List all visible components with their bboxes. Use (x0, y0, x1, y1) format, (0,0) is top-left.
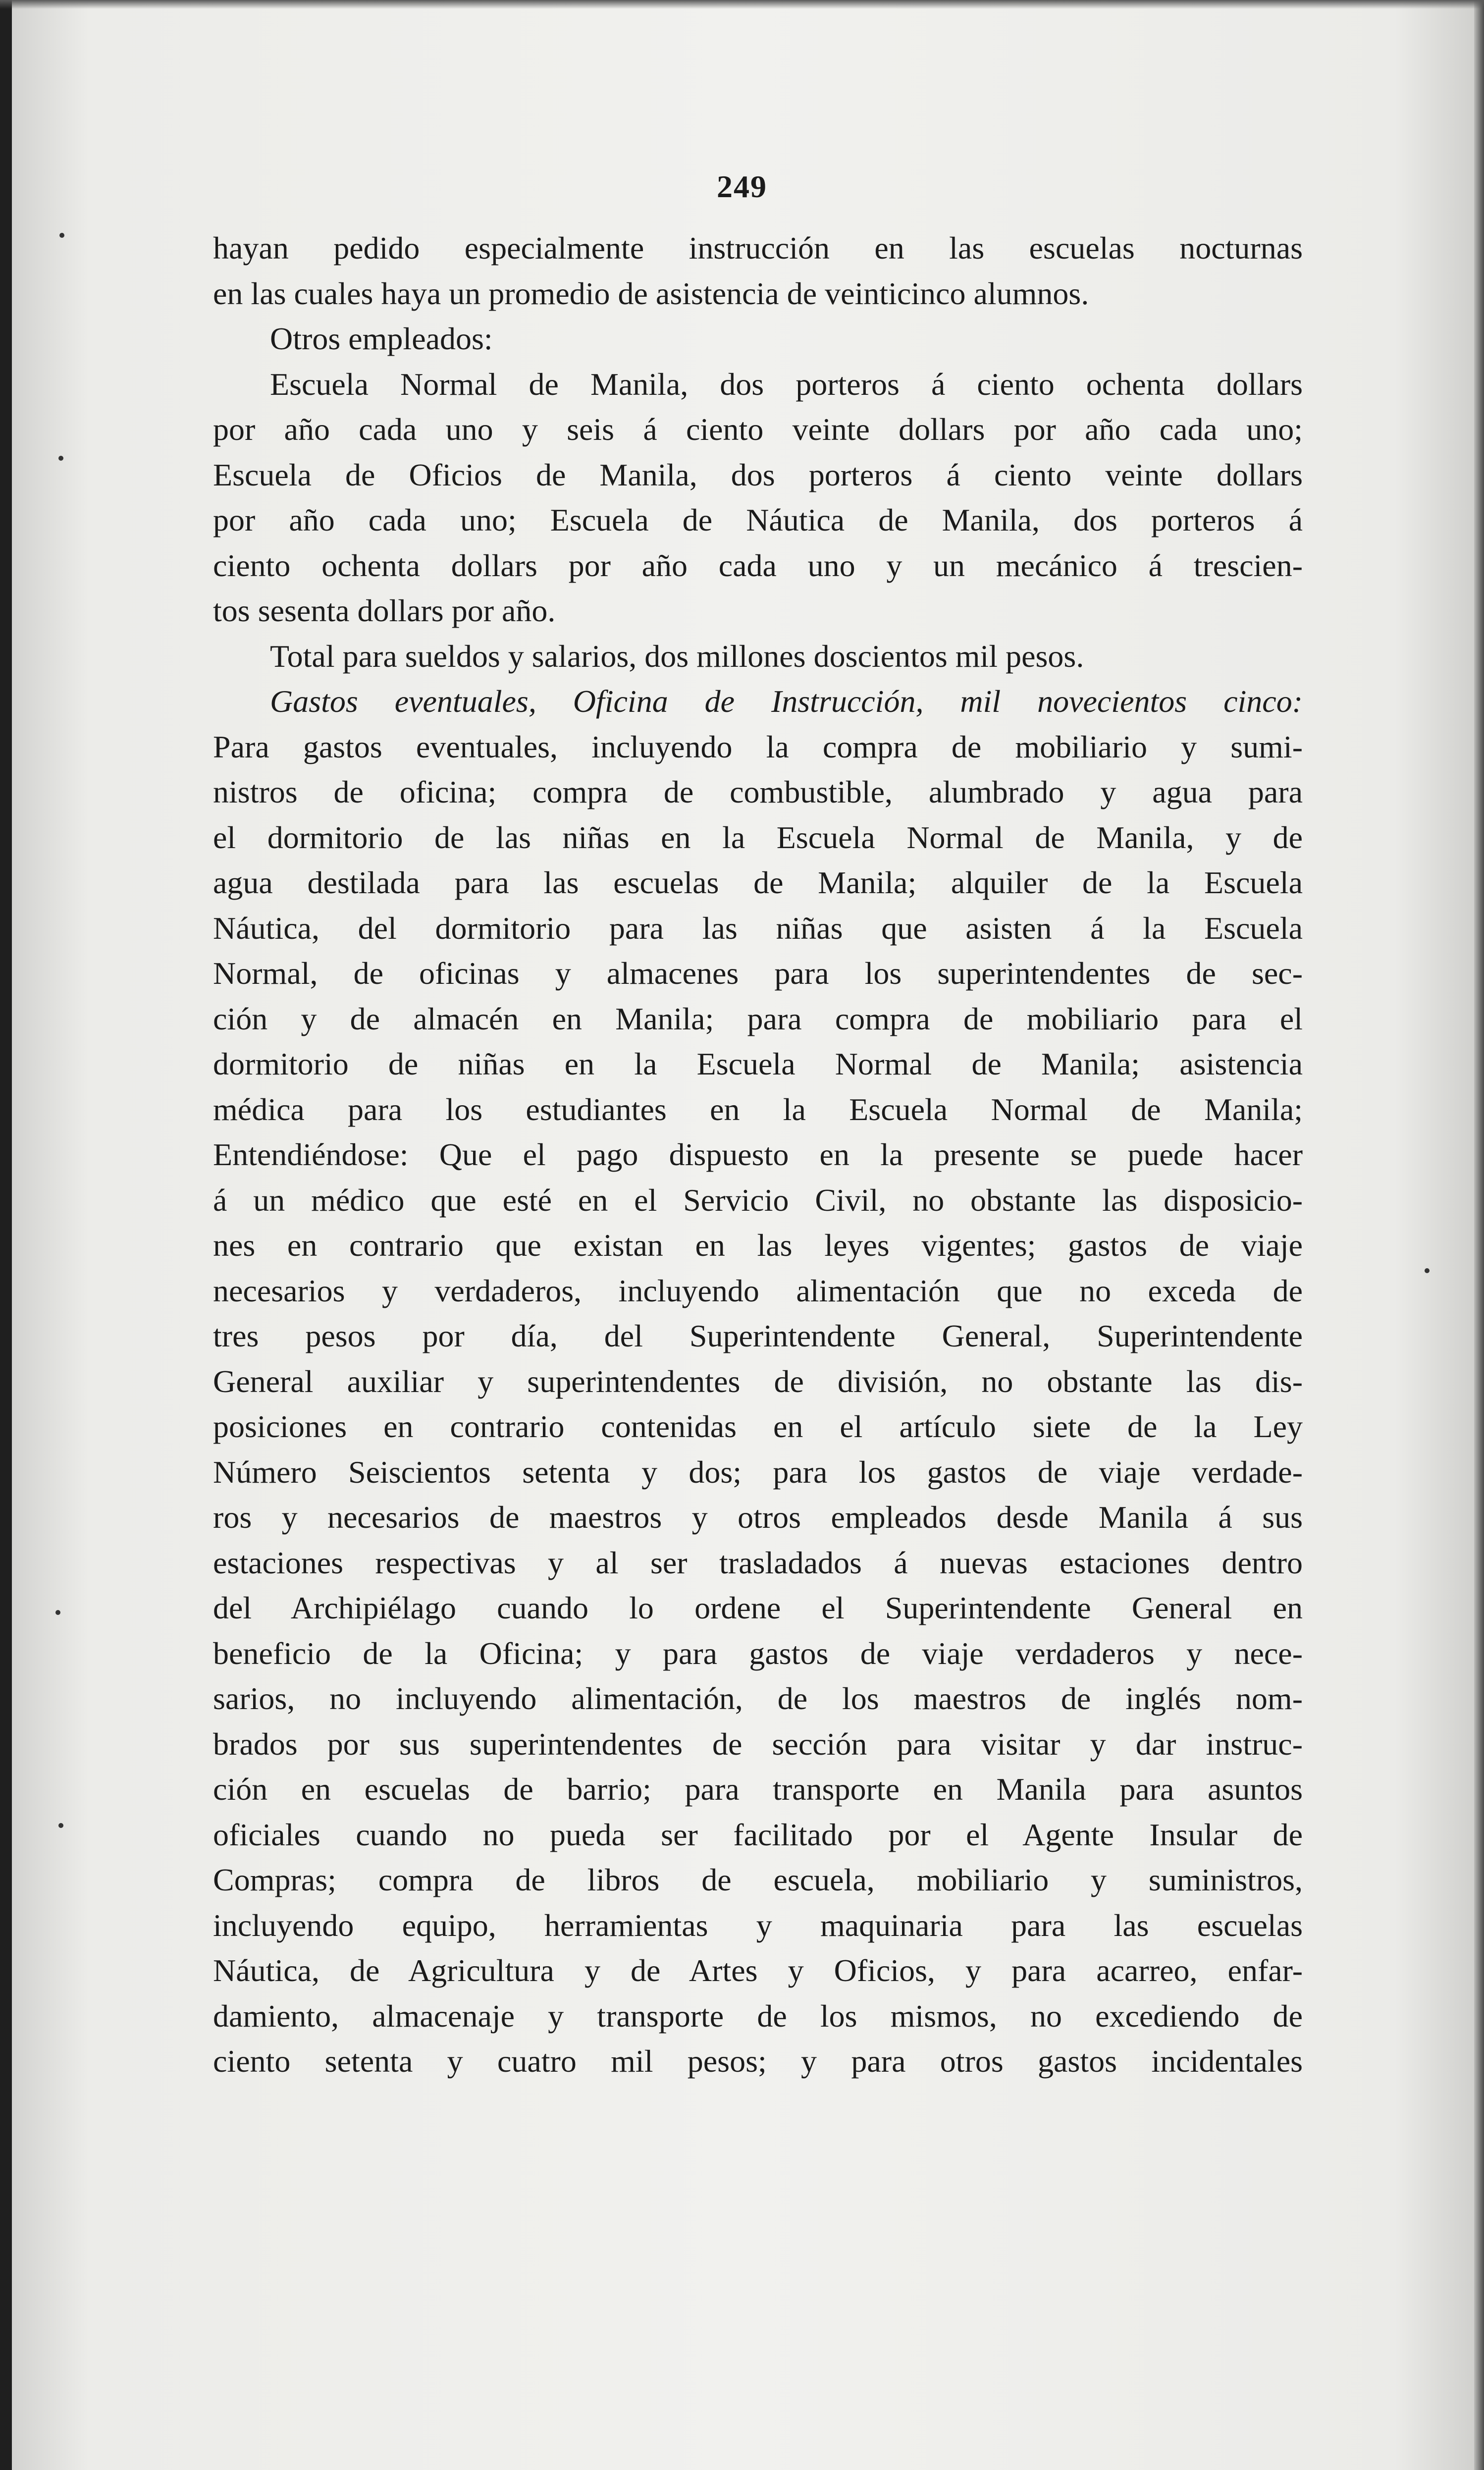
text-line: médica para los estudiantes en la Escuela Normal de Manila; (213, 1091, 1303, 1127)
text-line: estaciones respectivas y al ser trasladados á nuevas estaciones dentro (213, 1545, 1303, 1580)
text-line: ciento ochenta dollars por año cada uno y un mecánico á trescien- (213, 547, 1303, 583)
text-line: ción y de almacén en Manila; para compra de mobiliario para el (213, 1001, 1303, 1036)
margin-dot (1425, 1268, 1430, 1273)
text-line: Escuela de Oficios de Manila, dos porteros á ciento veinte dollars (213, 457, 1303, 492)
text-line: Otros empleados: (270, 321, 493, 356)
body-text (213, 225, 1303, 2084)
text-line: agua destilada para las escuelas de Manila; alquiler de la Escuela (213, 865, 1303, 900)
text-line: tres pesos por día, del Superintendente General, Superintendente (213, 1318, 1303, 1353)
text-line: damiento, almacenaje y transporte de los mismos, no excediendo de (213, 1998, 1303, 2034)
text-line: hayan pedido especialmente instrucción en las escuelas nocturnas (213, 230, 1303, 266)
text-line: el dormitorio de las niñas en la Escuela Normal de Manila, y de (213, 819, 1303, 855)
text-line: del Archipiélago cuando lo ordene el Superintendente General en (213, 1590, 1303, 1625)
text-line: incluyendo equipo, herramientas y maquinaria para las escuelas (213, 1907, 1303, 1943)
text-line: necesarios y verdaderos, incluyendo alimentación que no exceda de (213, 1273, 1303, 1308)
text-line: en las cuales haya un promedio de asistencia de veinticinco alumnos. (213, 275, 1089, 311)
margin-dot (58, 1823, 63, 1828)
text-line: nistros de oficina; compra de combustible, alumbrado y agua para (213, 774, 1303, 809)
margin-dot (58, 456, 63, 461)
text-line: nes en contrario que existan en las leyes vigentes; gastos de viaje (213, 1228, 1303, 1263)
text-line: Entendiéndose: Que el pago dispuesto en la presente se puede hacer (213, 1137, 1303, 1172)
text-line: Normal, de oficinas y almacenes para los superintendentes de sec- (213, 956, 1303, 991)
text-line: Compras; compra de libros de escuela, mobiliario y suministros, (213, 1862, 1303, 1897)
margin-dot (59, 233, 64, 238)
text-line: Escuela Normal de Manila, dos porteros á ciento ochenta dollars (270, 366, 1303, 402)
text-line: ciento setenta y cuatro mil pesos; y para otros gastos incidentales (213, 2043, 1303, 2079)
page-left-edge (0, 0, 12, 2470)
text-line: General auxiliar y superintendentes de división, no obstante las dis- (213, 1363, 1303, 1399)
text-line: Número Seiscientos setenta y dos; para los gastos de viaje verdade- (213, 1454, 1303, 1490)
text-line: Total para sueldos y salarios, dos millones doscientos mil pesos. (270, 638, 1084, 674)
text-line: por año cada uno y seis á ciento veinte dollars por año cada uno; (213, 412, 1303, 447)
text-line: ros y necesarios de maestros y otros empleados desde Manila á sus (213, 1500, 1303, 1535)
text-line: Náutica, del dormitorio para las niñas que asisten á la Escuela (213, 910, 1303, 946)
text-line: ción en escuelas de barrio; para transporte en Manila para asuntos (213, 1772, 1303, 1807)
page-top-edge (0, 0, 1484, 9)
margin-dot (55, 1610, 60, 1615)
text-line: dormitorio de niñas en la Escuela Normal de Manila; asistencia (213, 1046, 1303, 1081)
text-line: brados por sus superintendentes de sección para visitar y dar instruc- (213, 1726, 1303, 1762)
section-heading: Gastos eventuales, Oficina de Instrucción, mil novecientos cinco: (270, 684, 1303, 719)
text-line: posiciones en contrario contenidas en el artículo siete de la Ley (213, 1409, 1303, 1444)
page-right-edge (1474, 0, 1484, 2470)
text-line: á un médico que esté en el Servicio Civil, no obstante las disposicio- (213, 1182, 1303, 1218)
text-line: Para gastos eventuales, incluyendo la compra de mobiliario y sumi- (213, 729, 1303, 764)
text-line: beneficio de la Oficina; y para gastos de viaje verdaderos y nece- (213, 1635, 1303, 1671)
text-line: oficiales cuando no pueda ser facilitado por el Agente Insular de (213, 1817, 1303, 1852)
page-number: 249 (717, 169, 767, 204)
text-line: sarios, no incluyendo alimentación, de los maestros de inglés nom- (213, 1681, 1303, 1716)
text-line: tos sesenta dollars por año. (213, 593, 556, 628)
text-line: Náutica, de Agricultura y de Artes y Oficios, y para acarreo, enfar- (213, 1953, 1303, 1988)
text-line: por año cada uno; Escuela de Náutica de Manila, dos porteros á (213, 502, 1303, 537)
